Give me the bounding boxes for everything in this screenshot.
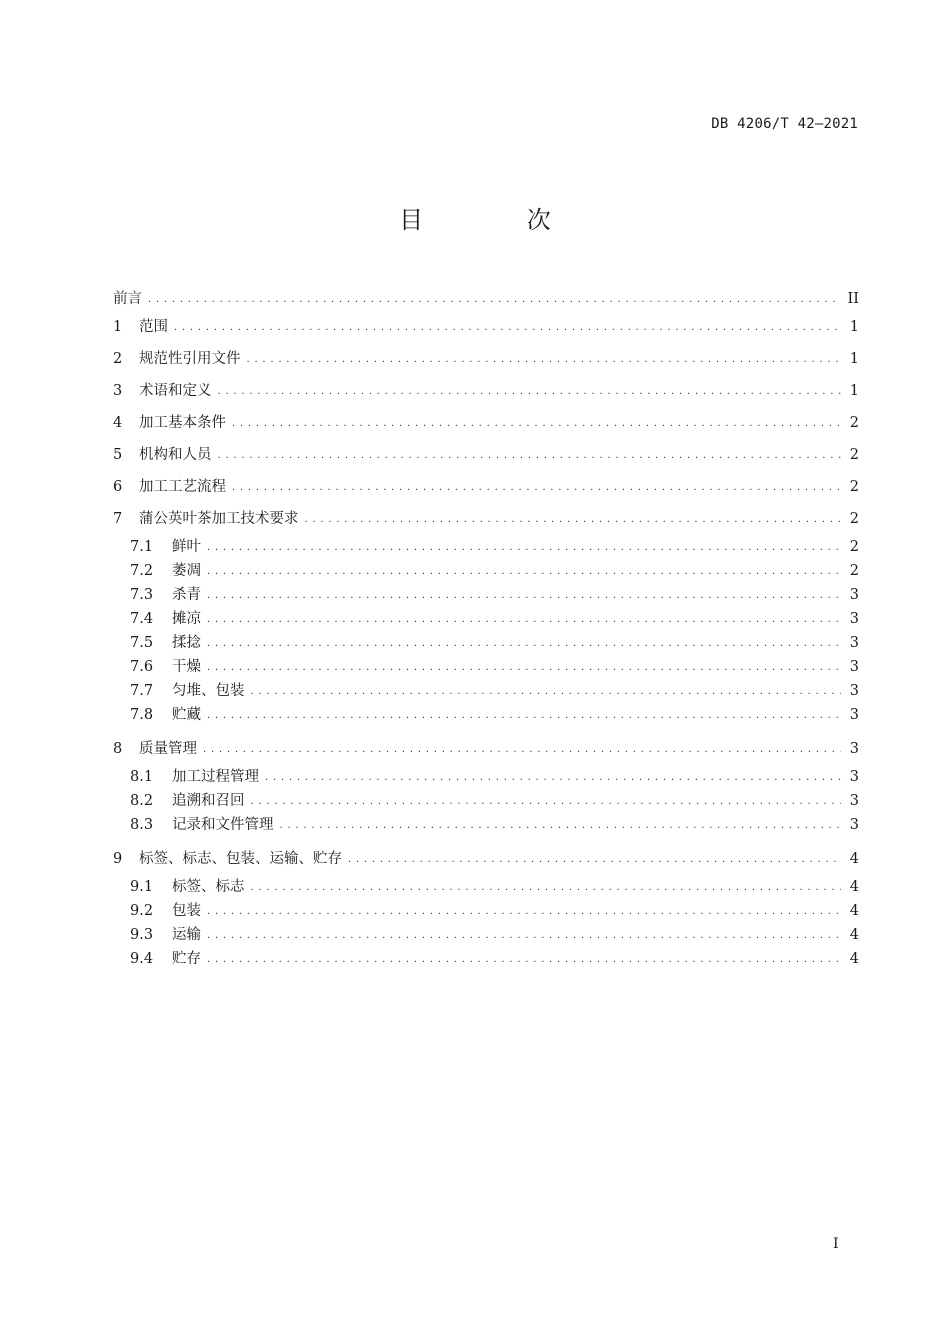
toc-dot-leader: [148, 286, 840, 312]
toc-entry-page: 1: [849, 319, 859, 335]
toc-dot-leader: [280, 812, 842, 838]
toc-dot-leader: [218, 374, 842, 408]
toc-entry-page: 4: [849, 879, 859, 895]
toc-entry-number: 8: [113, 741, 123, 757]
toc-entry[interactable]: [113, 789, 859, 813]
toc-entry-number: 7.7: [130, 683, 154, 699]
toc-dot-leader: [251, 678, 842, 704]
toc-dot-leader: [251, 788, 842, 814]
toc-dot-leader: [203, 732, 841, 766]
toc-entry-number: 9.3: [130, 927, 154, 943]
toc-entry-label: 鲜叶: [172, 539, 201, 555]
toc-dot-leader: [305, 502, 842, 536]
toc-entry-number: 9.4: [130, 951, 154, 967]
toc-dot-leader: [218, 438, 842, 472]
toc-entry-page: 4: [849, 851, 859, 867]
toc-entry-page: 1: [849, 351, 859, 367]
toc-entry-page: 1: [849, 383, 859, 399]
toc-entry-page: 4: [849, 951, 859, 967]
toc-entry-number: 1: [113, 319, 123, 335]
toc-entry-page: 3: [849, 635, 859, 651]
toc-entry-page: 3: [849, 741, 859, 757]
toc-entry-number: 7: [113, 511, 123, 527]
toc-entry-label: 揉捻: [172, 635, 201, 651]
toc-entry-number: 7.4: [130, 611, 154, 627]
toc-dot-leader: [207, 898, 841, 924]
toc-entry-number: 4: [113, 415, 123, 431]
toc-dot-leader: [265, 764, 841, 790]
toc-entry-number: 7.8: [130, 707, 154, 723]
toc-entry-page: 3: [849, 611, 859, 627]
toc-entry[interactable]: [113, 679, 859, 703]
toc-entry[interactable]: [113, 703, 859, 727]
toc-dot-leader: [174, 310, 841, 344]
toc-entry[interactable]: [113, 875, 859, 899]
toc-entry-page: 4: [849, 903, 859, 919]
toc-entry-page: 3: [849, 659, 859, 675]
toc-entry[interactable]: [113, 607, 859, 631]
toc-entry[interactable]: [113, 503, 859, 535]
toc-entry-page: 2: [849, 415, 859, 431]
page-number: I: [833, 1236, 839, 1252]
toc-entry[interactable]: [113, 287, 859, 311]
toc-entry[interactable]: [113, 535, 859, 559]
toc-entry-number: 7.1: [130, 539, 154, 555]
toc-entry[interactable]: [113, 843, 859, 875]
toc-entry-label: 记录和文件管理: [172, 817, 274, 833]
toc-entry-label: 标签、标志: [172, 879, 245, 895]
toc-entry-number: 7.3: [130, 587, 154, 603]
toc-entry-page: 2: [849, 479, 859, 495]
toc-entry-label: 匀堆、包装: [172, 683, 245, 699]
toc-entry-label: 标签、标志、包装、运输、贮存: [139, 851, 342, 867]
toc-entry[interactable]: [113, 765, 859, 789]
toc-entry-number: 6: [113, 479, 123, 495]
toc-entry-page: 2: [849, 447, 859, 463]
toc-entry[interactable]: [113, 343, 859, 375]
toc-entry-label: 范围: [139, 319, 168, 335]
toc-entry-label: 萎凋: [172, 563, 201, 579]
toc-entry-page: 3: [849, 587, 859, 603]
toc-dot-leader: [207, 654, 841, 680]
toc-entry-page: 2: [849, 563, 859, 579]
toc-entry-page: 2: [849, 539, 859, 555]
toc-entry-label: 摊凉: [172, 611, 201, 627]
toc-dot-leader: [207, 558, 841, 584]
toc-entry-number: 8.2: [130, 793, 154, 809]
toc-entry[interactable]: [113, 311, 859, 343]
toc-entry[interactable]: [113, 899, 859, 923]
toc-dot-leader: [207, 606, 841, 632]
toc-entry[interactable]: [113, 733, 859, 765]
toc-entry-label: 机构和人员: [139, 447, 212, 463]
toc-entry[interactable]: [113, 375, 859, 407]
toc-dot-leader: [207, 702, 841, 728]
toc-dot-leader: [207, 922, 841, 948]
toc-entry[interactable]: [113, 813, 859, 837]
toc-entry-label: 杀青: [172, 587, 201, 603]
toc-entry-label: 运输: [172, 927, 201, 943]
toc-dot-leader: [247, 342, 842, 376]
toc-entry-label: 贮存: [172, 951, 201, 967]
toc-dot-leader: [232, 406, 841, 440]
toc-entry-number: 3: [113, 383, 123, 399]
toc-entry[interactable]: [113, 655, 859, 679]
toc-entry-label: 加工工艺流程: [139, 479, 226, 495]
toc-entry-label: 蒲公英叶茶加工技术要求: [139, 511, 299, 527]
toc-entry-label: 质量管理: [139, 741, 197, 757]
page-title: 目 次: [399, 206, 599, 234]
toc-entry-page: 3: [849, 793, 859, 809]
toc-entry-label: 加工基本条件: [139, 415, 226, 431]
toc-entry[interactable]: [113, 559, 859, 583]
toc-entry-page: 2: [849, 511, 859, 527]
toc-entry-number: 9.2: [130, 903, 154, 919]
toc-entry-page: 4: [849, 927, 859, 943]
toc-entry[interactable]: [113, 471, 859, 503]
toc-entry-label: 包装: [172, 903, 201, 919]
toc-entry-page: 3: [849, 769, 859, 785]
toc-entry-label: 前言: [113, 291, 142, 307]
toc-dot-leader: [348, 842, 841, 876]
table-of-contents: [113, 287, 859, 971]
toc-entry-page: 3: [849, 707, 859, 723]
toc-dot-leader: [207, 946, 841, 972]
toc-entry-label: 干燥: [172, 659, 201, 675]
toc-entry[interactable]: [113, 583, 859, 607]
toc-entry[interactable]: [113, 923, 859, 947]
toc-dot-leader: [207, 582, 841, 608]
toc-entry-page: 3: [849, 817, 859, 833]
toc-entry[interactable]: [113, 439, 859, 471]
toc-entry-label: 加工过程管理: [172, 769, 259, 785]
toc-entry-number: 7.5: [130, 635, 154, 651]
toc-entry[interactable]: [113, 631, 859, 655]
toc-dot-leader: [207, 534, 841, 560]
toc-entry-label: 术语和定义: [139, 383, 212, 399]
toc-entry-page: 3: [849, 683, 859, 699]
toc-dot-leader: [232, 470, 841, 504]
toc-entry-label: 追溯和召回: [172, 793, 245, 809]
toc-dot-leader: [207, 630, 841, 656]
toc-entry-label: 贮藏: [172, 707, 201, 723]
document-code: DB 4206/T 42—2021: [711, 116, 858, 132]
toc-entry-number: 5: [113, 447, 123, 463]
toc-entry-number: 9: [113, 851, 123, 867]
toc-entry[interactable]: [113, 407, 859, 439]
toc-entry-number: 2: [113, 351, 123, 367]
toc-entry-label: 规范性引用文件: [139, 351, 241, 367]
toc-entry-number: 9.1: [130, 879, 154, 895]
toc-entry-number: 8.3: [130, 817, 154, 833]
toc-dot-leader: [251, 874, 842, 900]
toc-entry-number: 7.6: [130, 659, 154, 675]
toc-entry-number: 7.2: [130, 563, 154, 579]
toc-entry-page: II: [847, 291, 859, 307]
toc-entry[interactable]: [113, 947, 859, 971]
toc-entry-number: 8.1: [130, 769, 154, 785]
